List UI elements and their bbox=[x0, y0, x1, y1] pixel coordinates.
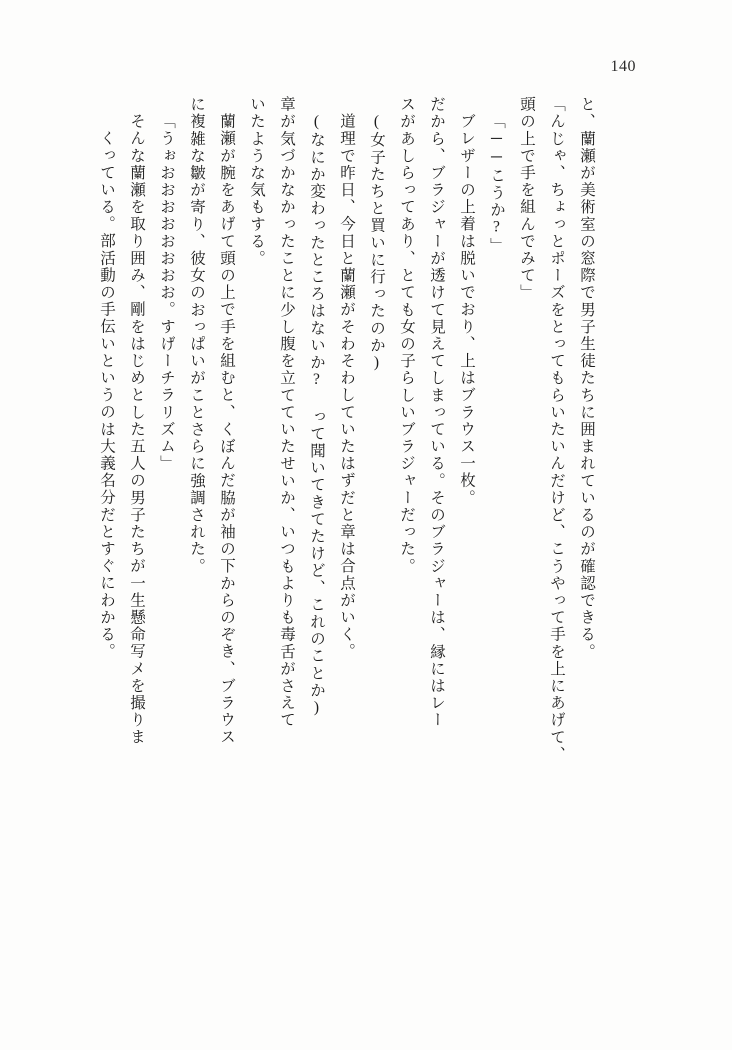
text-column: だから、ブラジャーが透けて見えてしまっている。そのブラジャーは、縁にはレー bbox=[428, 96, 445, 729]
text-column: ブレザーの上着は脱いでおり、上はブラウス一枚。 bbox=[458, 113, 475, 507]
text-column: いたような気もする。 bbox=[248, 96, 265, 267]
text-column: 「──こうか?」 bbox=[488, 113, 505, 255]
text-column: 「うぉおおおおおおおお。すげーチラリズム」 bbox=[158, 113, 175, 473]
text-column: に複雑な皺が寄り、彼女のおっぱいがことさらに強調された。 bbox=[188, 96, 205, 575]
text-column: スがあしらってあり、とても女の子らしいブラジャーだった。 bbox=[398, 96, 415, 575]
text-column: (なにか変わったところはないか? って聞いてきてたけど、これのことか) bbox=[308, 113, 325, 718]
text-column: (女子たちと買いに行ったのか) bbox=[368, 113, 385, 373]
vertical-text-body bbox=[84, 96, 644, 956]
text-column: 「んじゃ、ちょっとポーズをとってもらいたいんだけど、こうやって手を上にあげて、 bbox=[548, 96, 565, 763]
text-column: そんな蘭瀬を取り囲み、剛をはじめとした五人の男子たちが一生懸命写メを撮りま bbox=[128, 113, 145, 746]
text-column: くっている。部活動の手伝いというのは大義名分だとすぐにわかる。 bbox=[98, 130, 115, 661]
text-column: 頭の上で手を組んでみて」 bbox=[518, 96, 535, 302]
text-column: 蘭瀬が腕をあげて頭の上で手を組むと、くぼんだ脇が袖の下からのぞき、ブラウス bbox=[218, 113, 235, 746]
page-number: 140 bbox=[610, 58, 636, 75]
text-column: 道理で昨日、今日と蘭瀬がそわそわしていたはずだと章は合点がいく。 bbox=[338, 113, 355, 661]
text-column: 章が気づかなかったことに少し腹を立てていたせいか、いつもよりも毒舌がさえて bbox=[278, 96, 295, 729]
text-column: と、蘭瀬が美術室の窓際で男子生徒たちに囲まれているのが確認できる。 bbox=[578, 96, 595, 661]
